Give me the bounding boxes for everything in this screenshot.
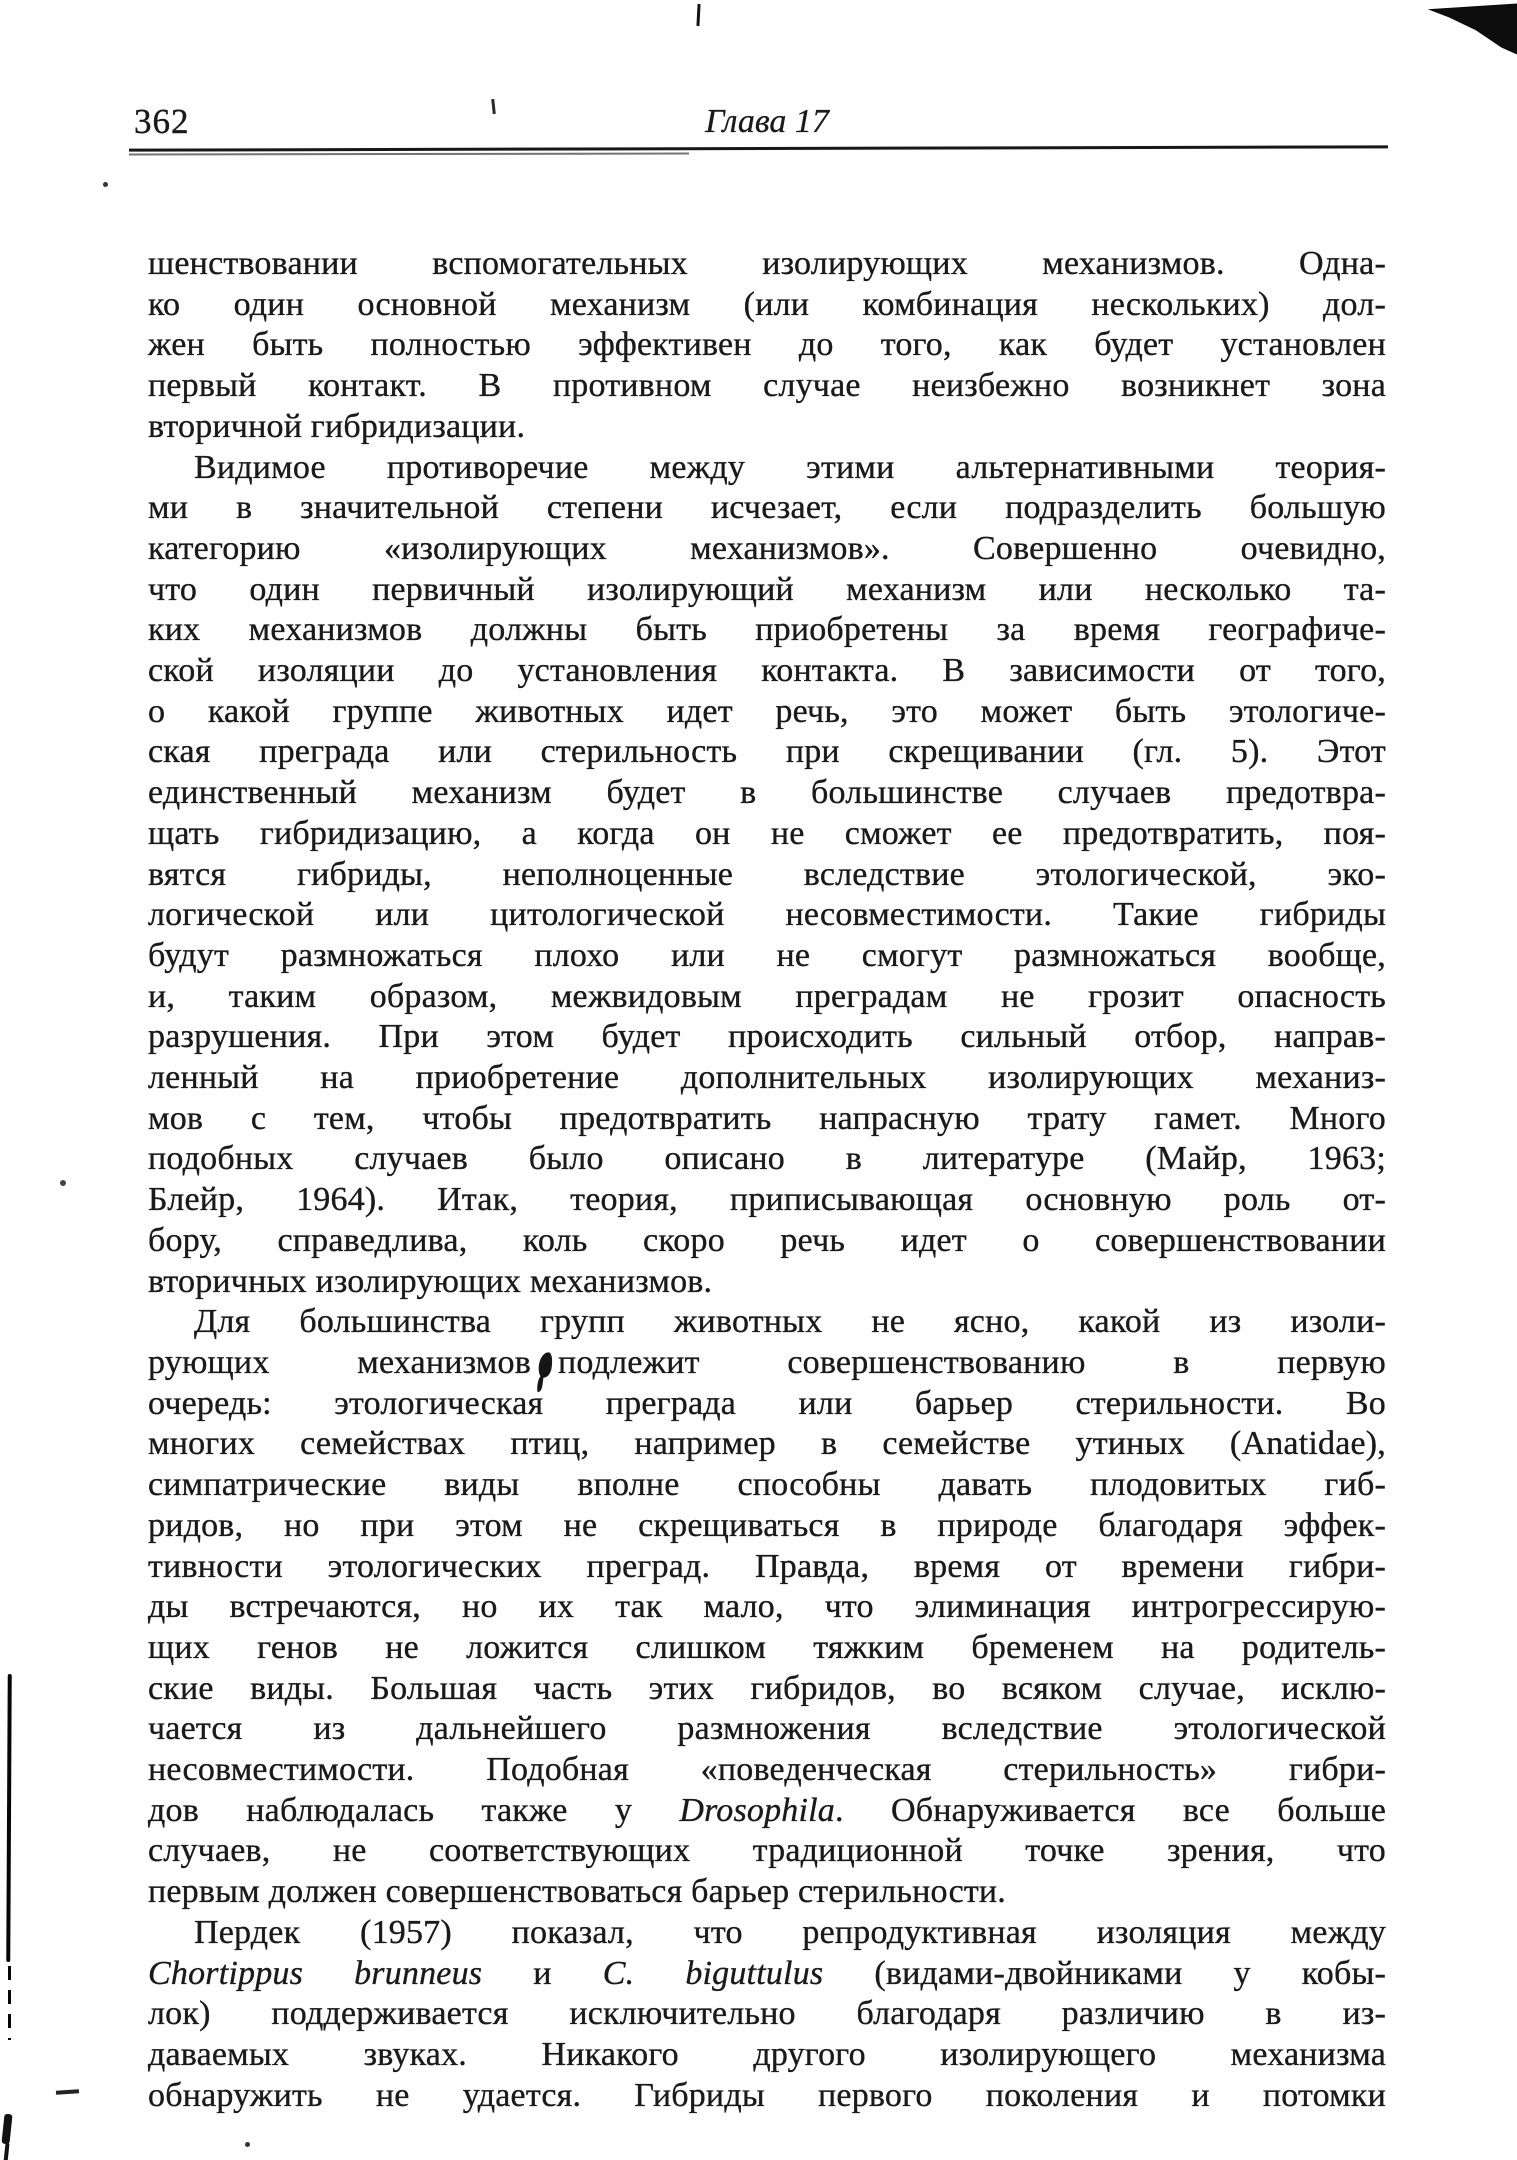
- ink-blot-artifact: [537, 1351, 554, 1379]
- text-line: будут размножаться плохо или не смогут размножаться вообще,: [148, 936, 1386, 974]
- text-line: симпатрические виды вполне способны давать плодовитых гиб-: [148, 1466, 1386, 1504]
- text-line: щать гибридизацию, а когда он не сможет ее предотвратить, поя-: [148, 814, 1386, 852]
- species-name: C. biguttulus: [602, 1954, 824, 1992]
- spine-line-artifact: [6, 1674, 12, 1962]
- bottom-corner-artifact: [1, 2114, 12, 2145]
- text-line: категорию «изолирующих механизмов». Совершенно очевидно,: [148, 529, 1386, 567]
- text-line: подобных случаев было описано в литературе (Майр, 1963;: [148, 1140, 1386, 1178]
- text-line: ды встречаются, но их так мало, что элиминация интрогрессирую-: [148, 1588, 1386, 1626]
- text-line: [148, 1343, 1386, 1384]
- page-number: 362: [134, 102, 190, 141]
- page-corner-scan-artifact: [1425, 0, 1517, 58]
- text-line: Блейр, 1964). Итак, теория, приписывающая основную роль от-: [148, 1181, 1386, 1219]
- speck-artifact: [60, 1180, 66, 1186]
- species-name: Drosophila: [679, 1791, 835, 1829]
- text-line: разрушения. При этом будет происходить сильный отбор, направ-: [148, 1018, 1386, 1056]
- text-line: мов с тем, чтобы предотвратить напрасную трату гамет. Много: [148, 1099, 1386, 1137]
- speck-artifact: [245, 2142, 250, 2147]
- text-line: [148, 1791, 1386, 1832]
- text-line: ленный на приобретение дополнительных изолирующих механиз-: [148, 1059, 1386, 1097]
- text-line: вторичных изолирующих механизмов.: [148, 1262, 713, 1300]
- text-segment: подлежит совершенствованию в первую: [557, 1343, 1386, 1381]
- text-line: ской изоляции до установления контакта. В зависимости от того,: [148, 652, 1386, 690]
- text-line: обнаружить не удается. Гибриды первого поколения и потомки: [148, 2076, 1386, 2114]
- text-line: вторичной гибридизации.: [148, 407, 526, 445]
- chapter-title: Глава 17: [705, 103, 829, 140]
- speck-artifact: [103, 182, 108, 187]
- text-line: многих семействах птиц, например в семействе утиных (Anatidae),: [148, 1425, 1386, 1463]
- text-segment: рующих механизмов: [148, 1343, 531, 1381]
- text-line: Для большинства групп животных не ясно, какой из изоли-: [194, 1303, 1386, 1341]
- text-line: единственный механизм будет в большинстве случаев предотвра-: [148, 774, 1386, 812]
- text-line: и, таким образом, межвидовым преградам не грозит опасность: [148, 977, 1386, 1015]
- margin-dash-artifact: [56, 2089, 79, 2095]
- text-line: очередь: этологическая преграда или барьер стерильности. Во: [148, 1384, 1386, 1422]
- text-line: лок) поддерживается исключительно благодаря различию в из-: [148, 1995, 1386, 2033]
- species-name: Chortippus brunneus: [148, 1954, 483, 1992]
- text-segment: и: [482, 1954, 603, 1992]
- text-line: первым должен совершенствоваться барьер стерильности.: [148, 1873, 1007, 1911]
- text-line: жен быть полностью эффективен до того, как будет установлен: [148, 326, 1386, 364]
- text-line: Видимое противоречие между этими альтернативными теория-: [194, 448, 1386, 486]
- text-line: Пердек (1957) показал, что репродуктивная изоляция между: [194, 1913, 1386, 1951]
- text-line: ко один основной механизм (или комбинация нескольких) дол-: [148, 285, 1386, 323]
- text-line: о какой группе животных идет речь, это может быть этологиче-: [148, 692, 1386, 730]
- text-line: бору, справедлива, коль скоро речь идет о совершенствовании: [148, 1221, 1386, 1259]
- body-text: [148, 244, 1386, 2116]
- text-line: вятся гибриды, неполноценные вследствие этологической, эко-: [148, 855, 1386, 893]
- text-line: несовместимости. Подобная «поведенческая стерильность» гибри-: [148, 1751, 1386, 1789]
- upper-tick-artifact: [491, 99, 496, 114]
- top-tick-artifact: [696, 4, 700, 26]
- text-line: ская преграда или стерильность при скрещивании (гл. 5). Этот: [148, 733, 1386, 771]
- text-line: первый контакт. В противном случае неизбежно возникнет зона: [148, 367, 1386, 405]
- text-line: случаев, не соответствующих традиционной точке зрения, что: [148, 1832, 1386, 1870]
- text-line: шенствовании вспомогательных изолирующих механизмов. Одна-: [148, 245, 1386, 282]
- text-segment: . Обнаруживается все больше: [835, 1791, 1386, 1829]
- text-line: ские виды. Большая часть этих гибридов, во всяком случае, исклю-: [148, 1669, 1386, 1707]
- text-segment: (видами-двойниками у кобы-: [823, 1954, 1387, 1992]
- text-line: щих генов не ложится слишком тяжким бременем на родитель-: [148, 1628, 1386, 1666]
- header-rule-echo: [129, 153, 689, 156]
- text-line: тивности этологических преград. Правда, время от времени гибри-: [148, 1547, 1386, 1585]
- text-line: чается из дальнейшего размножения вследствие этологической: [148, 1710, 1386, 1748]
- text-segment: дов наблюдалась также у: [148, 1791, 680, 1829]
- text-line: ких механизмов должны быть приобретены за время географиче-: [148, 611, 1386, 649]
- text-line: что один первичный изолирующий механизм или несколько та-: [148, 570, 1386, 608]
- text-line: ридов, но при этом не скрещиваться в природе благодаря эффек-: [148, 1506, 1386, 1544]
- text-line: даваемых звуках. Никакого другого изолирующего механизма: [148, 2035, 1386, 2073]
- text-line: [148, 1954, 1386, 1995]
- header-rule: [129, 145, 1388, 151]
- text-line: логической или цитологической несовместимости. Такие гибриды: [148, 896, 1386, 934]
- spine-line-dashed-artifact: [8, 1966, 11, 2040]
- text-line: ми в значительной степени исчезает, если подразделить большую: [148, 489, 1386, 527]
